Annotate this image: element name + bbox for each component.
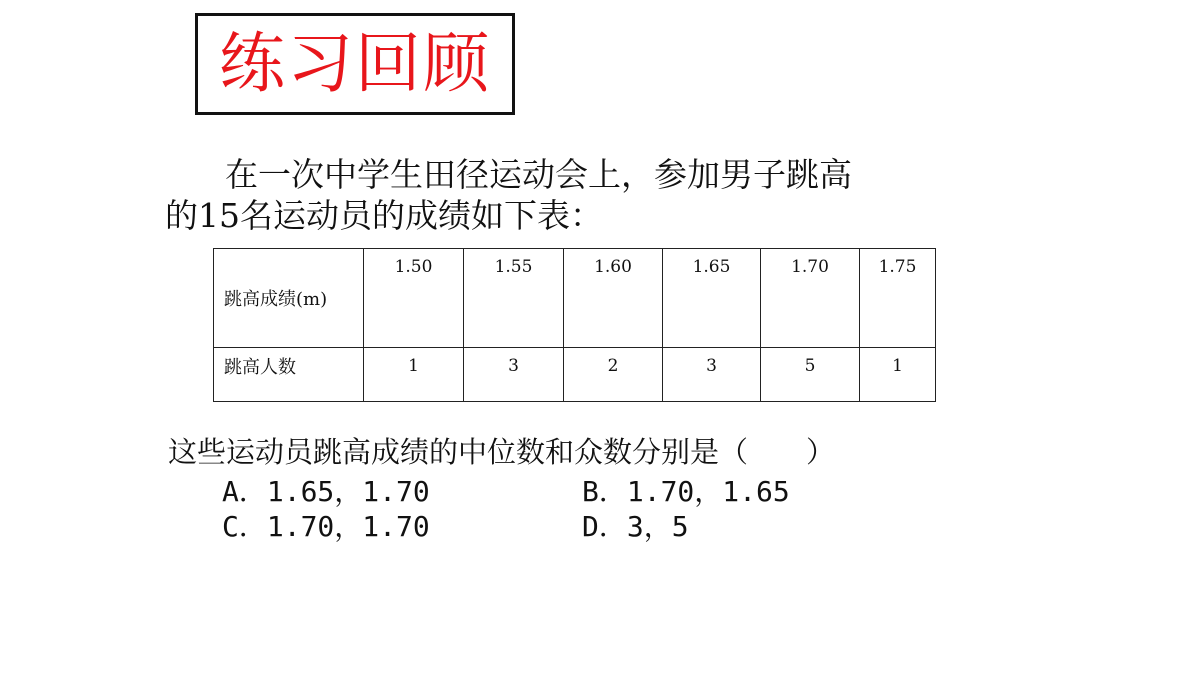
question-line-2: 的15名运动员的成绩如下表： — [165, 196, 603, 235]
row-header-scores: 跳高成绩(m) — [214, 249, 364, 348]
count-cell: 3 — [663, 348, 761, 402]
count-cell: 2 — [564, 348, 663, 402]
option-b[interactable]: B．1.70，1.65 — [582, 475, 790, 508]
score-cell: 1.70 — [761, 249, 860, 348]
slide-title: 练习回顾 — [219, 25, 491, 102]
count-cell: 1 — [860, 348, 936, 402]
table-row-scores — [214, 249, 936, 348]
question-prompt: 这些运动员跳高成绩的中位数和众数分别是（ ） — [168, 435, 836, 469]
score-cell: 1.50 — [364, 249, 464, 348]
score-cell: 1.60 — [564, 249, 663, 348]
row-header-counts: 跳高人数 — [214, 348, 364, 402]
score-cell: 1.65 — [663, 249, 761, 348]
score-table — [213, 248, 936, 402]
score-cell: 1.75 — [860, 249, 936, 348]
count-cell: 1 — [364, 348, 464, 402]
question-line-1: 在一次中学生田径运动会上，参加男子跳高 — [225, 155, 852, 194]
option-c[interactable]: C．1.70，1.70 — [222, 510, 430, 543]
title-box — [195, 13, 515, 115]
count-cell: 3 — [464, 348, 564, 402]
score-cell: 1.55 — [464, 249, 564, 348]
table-row-counts — [214, 348, 936, 402]
option-d[interactable]: D．3，5 — [582, 510, 689, 543]
option-a[interactable]: A．1.65，1.70 — [222, 475, 430, 508]
count-cell: 5 — [761, 348, 860, 402]
